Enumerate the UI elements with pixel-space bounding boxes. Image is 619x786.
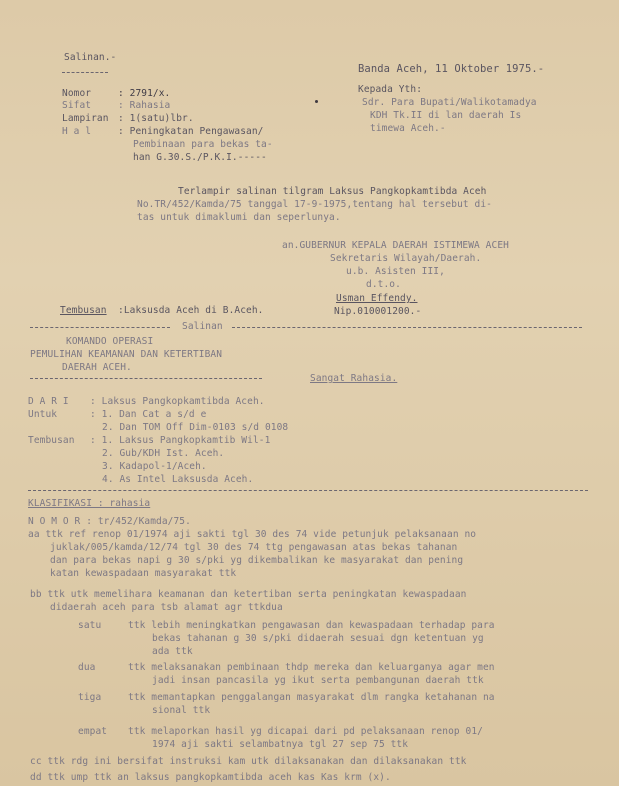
addressee-line-1: Sdr. Para Bupati/Walikotamadya	[362, 97, 537, 108]
org-line-1: KOMANDO OPERASI	[66, 336, 154, 347]
org-divider	[30, 378, 262, 379]
para-aa-line-3: dan para bekas napi g 30 s/pki yg dikembalikan ke masyarakat dan pening	[50, 555, 464, 566]
para-aa-line-4: katan kewaspadaan masyarakat ttk	[50, 568, 237, 579]
untuk-item-1: : 1. Dan Cat a s/d e	[90, 409, 207, 420]
tembusan-value: :Laksusda Aceh di B.Aceh.	[118, 305, 264, 316]
para-bb-line-1: bb ttk utk memelihara keamanan dan ketertiban serta peningkatan kewaspadaan	[30, 589, 467, 600]
salinan-title: Salinan	[182, 321, 223, 332]
body-line-2: No.TR/452/Kamda/75 tanggal 17-9-1975,tentang hal tersebut di-	[137, 199, 492, 210]
item-dua-line-1: ttk melaksanakan pembinaan thdp mereka dan keluarganya agar men	[128, 662, 495, 673]
copy-label: Salinan.-	[64, 52, 117, 63]
signature-nip: Nip.010001200.-	[334, 306, 422, 317]
telegram-nomor: N O M O R : tr/452/Kamda/75.	[28, 516, 191, 527]
para-dd: dd ttk ump ttk an laksus pangkopkamtibda aceh kas Kas krm (x).	[30, 772, 391, 783]
section-divider-top	[30, 327, 170, 328]
sifat-label: Sifat	[62, 100, 92, 111]
untuk-label: Untuk	[28, 409, 58, 420]
item-satu-label: satu	[78, 620, 102, 631]
para-cc: cc ttk rdg ini bersifat instruksi kam utk dilaksanakan dan dilaksanakan ttk	[30, 756, 467, 767]
item-satu-line-1: ttk lebih meningkatkan pengawasan dan kewaspadaan terhadap para	[128, 620, 495, 631]
untuk-item-2: 2. Dan TOM Off Dim-0103 s/d 0108	[102, 422, 289, 433]
body-line-1: Terlampir salinan tilgram Laksus Pangkopkamtibda Aceh	[178, 186, 487, 197]
item-satu-line-2: bekas tahanan g 30 s/pki didaerah sesuai dgn ketentuan yg	[152, 633, 484, 644]
tembusan-telegram-4: 4. As Intel Laksusda Aceh.	[102, 474, 254, 485]
signature-line-4: d.t.o.	[366, 279, 401, 290]
tembusan-telegram-2: 2. Gub/KDH Ist. Aceh.	[102, 448, 225, 459]
item-empat-line-1: ttk melaporkan hasil yg dicapai dari pd pelaksanaan renop 01/	[128, 726, 483, 737]
para-aa-line-1: aa ttk ref renop 01/1974 aji sakti tgl 30 des 74 vide petunjuk pelaksanaan no	[28, 529, 477, 540]
dari-label: D A R I	[28, 396, 69, 407]
lampiran-label: Lampiran	[62, 113, 109, 124]
kepada-label: Kepada Yth:	[358, 84, 423, 95]
tembusan-telegram-1: : 1. Laksus Pangkopkamtib Wil-1	[90, 435, 271, 446]
lampiran-value: : 1(satu)lbr.	[118, 113, 194, 124]
org-line-3: DAERAH ACEH.	[62, 362, 132, 373]
tembusan-label: Tembusan	[60, 305, 107, 316]
signature-line-1: an.GUBERNUR KEPALA DAERAH ISTIMEWA ACEH	[282, 240, 509, 251]
copy-label-underline	[62, 72, 108, 73]
ink-dot	[315, 100, 318, 103]
dari-value: : Laksus Pangkopkamtibda Aceh.	[90, 396, 265, 407]
signature-name: Usman Effendy.	[336, 293, 418, 304]
body-line-3: tas untuk dimaklumi dan seperlunya.	[137, 212, 341, 223]
signature-line-3: u.b. Asisten III,	[346, 266, 445, 277]
org-line-2: PEMULIHAN KEAMANAN DAN KETERTIBAN	[30, 349, 223, 360]
section-divider-top-right	[232, 327, 582, 328]
signature-line-2: Sekretaris Wilayah/Daerah.	[330, 253, 482, 264]
tembusan-telegram-3: 3. Kadapol-1/Aceh.	[102, 461, 207, 472]
addressee-line-2: KDH Tk.II di lan daerah Is	[370, 110, 522, 121]
hal-label: H a l	[62, 126, 92, 137]
hal-value-2: Pembinaan para bekas ta-	[133, 139, 273, 150]
hal-value-3: han G.30.S./P.K.I.-----	[133, 152, 267, 163]
sifat-value: : Rahasia	[118, 100, 171, 111]
telegram-header-divider	[28, 490, 588, 491]
item-empat-label: empat	[78, 726, 108, 737]
para-bb-line-2: didaerah aceh para tsb alamat agr ttkdua	[50, 602, 283, 613]
classification-badge: Sangat Rahasia.	[310, 373, 398, 384]
nomor-label: Nomor	[62, 88, 92, 99]
item-tiga-label: tiga	[78, 692, 102, 703]
klasifikasi: KLASIFIKASI : rahasia	[28, 498, 151, 509]
item-tiga-line-1: ttk memantapkan penggalangan masyarakat dlm rangka ketahanan na	[128, 692, 495, 703]
hal-value-1: : Peningkatan Pengawasan/	[118, 126, 264, 137]
para-aa-line-2: juklak/005/kamda/12/74 tgl 30 des 74 ttg pengawasan atas bekas tahanan	[50, 542, 458, 553]
tembusan-telegram-label: Tembusan	[28, 435, 75, 446]
item-dua-label: dua	[78, 662, 96, 673]
item-satu-line-3: ada ttk	[152, 646, 193, 657]
place-date: Banda Aceh, 11 Oktober 1975.-	[358, 63, 545, 75]
item-tiga-line-2: sional ttk	[152, 705, 211, 716]
item-empat-line-2: 1974 aji sakti selambatnya tgl 27 sep 75 ttk	[152, 739, 409, 750]
nomor-value: : 2791/x.	[118, 88, 171, 99]
addressee-line-3: timewa Aceh.-	[370, 123, 446, 134]
item-dua-line-2: jadi insan pancasila yg ikut serta pembangunan daerah ttk	[152, 675, 484, 686]
